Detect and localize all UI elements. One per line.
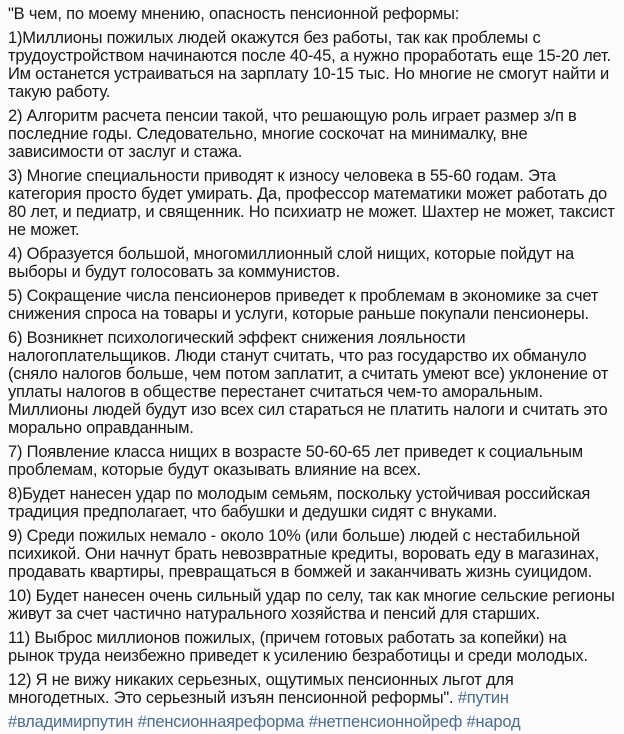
hashtag-link[interactable]: #народ — [466, 713, 521, 731]
post-paragraph: 12) Я не вижу никаких серьезных, ощутимых пенсионных льгот для многодетных. Это серьезный изъян пенсионной реформы". #путин — [8, 671, 514, 707]
hashtag-link[interactable]: #пенсионнаяреформа — [137, 713, 305, 731]
hashtag-link[interactable]: #нетпенсионнойреф — [308, 713, 463, 731]
hashtag-link[interactable]: #путин — [457, 689, 509, 707]
post-paragraph: 4) Образуется большой, многомиллионный слой нищих, которые пойдут на выборы и будут голосовать за коммунистов. — [8, 245, 574, 281]
post-paragraph — [8, 713, 616, 731]
post-paragraph: 1)Миллионы пожилых людей окажутся без работы, так как проблемы с трудоустройством начинаются после 40-45, а нужно проработать еще 15-20 лет. Им останется устраиваться на зарплату 10-15 тыс. Но многие не смогут найти и такую работу. — [8, 29, 611, 101]
hashtag-link[interactable]: #владимирпутин — [8, 713, 134, 731]
post-paragraph: 2) Алгоритм расчета пенсии такой, что решающую роль играет размер з/п в последние годы. Следовательно, многие соскочат на минималку, вне зависимости от заслуг и стажа. — [8, 107, 577, 161]
post-paragraph: 10) Будет нанесен очень сильный удар по селу, так как многие сельские регионы живут за счет частично натурального хозяйства и пенсий для старших. — [8, 587, 615, 623]
post-paragraph: 11) Выброс миллионов пожилых, (причем готовых работать за копейки) на рынок труда неизбежно приведет к усилению безработицы и среди молодых. — [8, 629, 588, 665]
post-paragraph: 3) Многие специальности приводят к износу человека в 55-60 годам. Эта категория просто будет умирать. Да, профессор математики может работать до 80 лет, и педиатр, и священник. Но психиатр не может. Шахтер не может, таксист не может. — [8, 167, 615, 239]
post-paragraph: "В чем, по моему мнению, опасность пенсионной реформы: — [8, 5, 460, 23]
post-paragraph: 9) Среди пожилых немало - около 10% (или больше) людей с нестабильной психикой. Они начнут брать невозвратные кредиты, воровать еду в магазинах, продавать квартиры, превращаться в бомжей и заканчивать жизнь суицидом. — [8, 527, 600, 581]
post-paragraph: 8)Будет нанесен удар по молодым семьям, поскольку устойчивая российская традиция предполагает, что бабушки и дедушки сидят с внуками. — [8, 485, 591, 521]
post-paragraph: 7) Появление класса нищих в возрасте 50-60-65 лет приведет к социальным проблемам, которые будут оказывать влияние на всех. — [8, 443, 583, 479]
post-paragraph: 5) Сокращение числа пенсионеров приведет к проблемам в экономике за счет снижения спроса на товары и услуги, которые раньше покупали пенсионеры. — [8, 287, 599, 323]
post-paragraph: 6) Возникнет психологический эффект снижения лояльности налогоплательщиков. Люди станут считать, что раз государство их обмануло (сняло налогов больше, чем потом заплатит, а считать умеют все) уклонение от уплаты налогов в обществе перестанет считаться чем-то аморальным. Миллионы людей будут изо всех сил стараться не платить налоги и считать это морально оправданным. — [8, 329, 609, 437]
